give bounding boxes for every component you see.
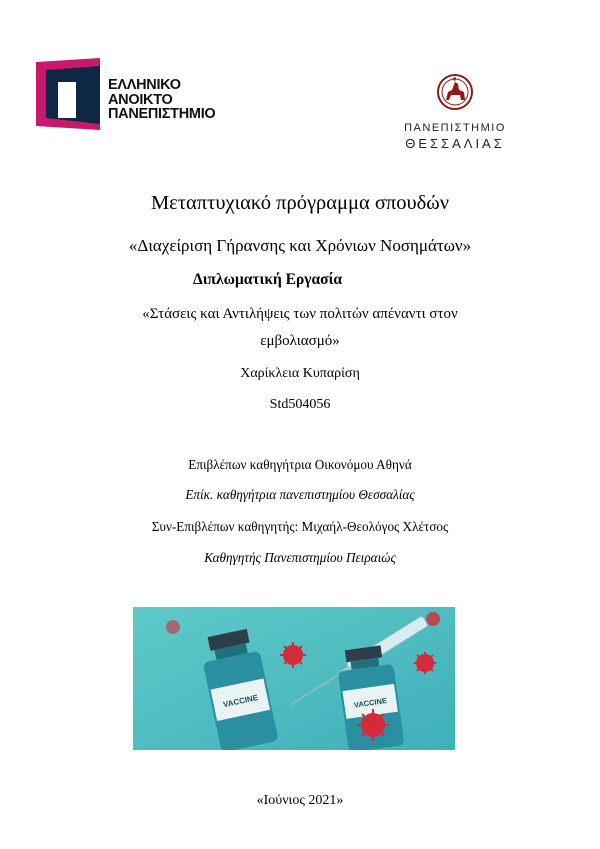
thesis-type: Διπλωματική Εργασία — [193, 271, 343, 288]
date: «Ιούνιος 2021» — [256, 793, 344, 808]
eap-logo-line: ΕΛΛΗΝΙΚΟ — [108, 77, 181, 93]
vaccine-illustration — [133, 607, 455, 750]
cosupervisor: Συν-Επιβλέπων καθηγητής: Μιχαήλ-Θεολόγος Χλέτσος — [151, 519, 449, 534]
student-id: Std504056 — [269, 397, 331, 412]
eap-logo-line: ΠΑΝΕΠΙΣΤΗΜΙΟ — [108, 106, 216, 122]
cover-image — [133, 607, 455, 750]
cosupervisor-role: Καθηγητής Πανεπιστημίου Πειραιώς — [204, 550, 396, 565]
eap-logo-text — [108, 78, 215, 122]
eap-logo-mark — [36, 58, 106, 130]
eap-logo — [36, 58, 226, 130]
vial-label: VACCINE — [222, 693, 259, 710]
supervisor: Επιβλέπων καθηγήτρια Οικονόμου Αθηνά — [188, 457, 412, 472]
uth-seal-icon — [435, 70, 475, 118]
thesis-title-line2: εμβολιασμό» — [260, 333, 340, 349]
uth-logo — [400, 70, 510, 154]
author-name: Χαρίκλεια Κυπαρίση — [240, 366, 360, 381]
supervisor-role: Επίκ. καθηγήτρια πανεπιστημίου Θεσσαλίας — [185, 487, 415, 502]
eap-logo-line: ΑΝΟΙΚΤΟ — [108, 91, 173, 108]
uth-logo-line1: ΠΑΝΕΠΙΣΤΗΜΙΟ — [404, 122, 506, 134]
vial-label: VACCINE — [353, 696, 388, 710]
specialization-title: «Διαχείριση Γήρανσης και Χρόνιων Νοσημάτων» — [128, 236, 472, 255]
uth-logo-line2: ΘΕΣΣΑΛΙΑΣ — [405, 136, 505, 151]
thesis-title-line1: «Στάσεις και Αντιλήψεις των πολιτών απέναντι στον — [142, 306, 458, 322]
program-title: Μεταπτυχιακό πρόγραμμα σπουδών — [150, 192, 450, 214]
